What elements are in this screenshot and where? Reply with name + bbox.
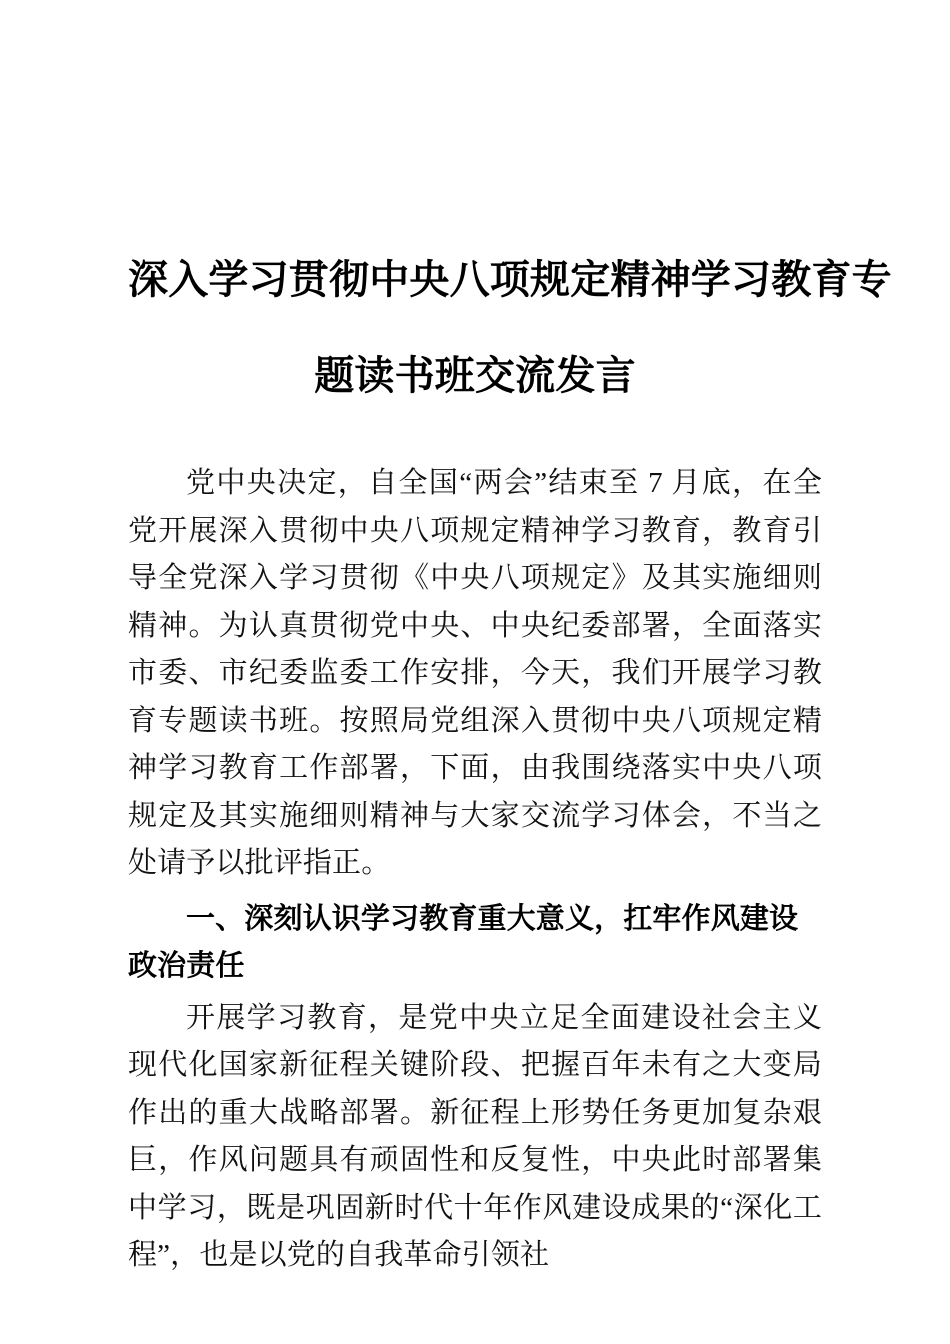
- section-heading-one: 一、深刻认识学习教育重大意义，扛牢作风建设政治责任: [128, 902, 799, 982]
- paragraph-intro: 党中央决定，自全国“两会”结束至 7 月底，在全党开展深入贯彻中央八项规定精神学习教育，教育引导全党深入学习贯彻《中央八项规定》及其实施细则精神。为认真贯彻党中央、中央纪委部署，全面落实市委、市纪委监委工作安排，今天，我们开展学习教育专题读书班。按照局党组深入贯彻中央八项规定精神学习教育工作部署，下面，由我围绕落实中央八项规定及其实施细则精神与大家交流学习体会，不当之处请予以批评指正。: [128, 467, 822, 879]
- document-content: [128, 0, 892, 1280]
- document-title-line-2: 题读书班交流发言: [314, 354, 636, 398]
- document-body: [128, 460, 822, 1280]
- document-title-line-1: 深入学习贯彻中央八项规定精神学习教育专: [128, 258, 892, 302]
- paragraph-section-one-body: 开展学习教育，是党中央立足全面建设社会主义现代化国家新征程关键阶段、把握百年未有之大变局作出的重大战略部署。新征程上形势任务更加复杂艰巨，作风问题具有顽固性和反复性，中央此时部署集中学习，既是巩固新时代十年作风建设成果的“深化工程”，也是以党的自我革命引领社: [128, 1001, 822, 1271]
- document-title: [128, 0, 892, 424]
